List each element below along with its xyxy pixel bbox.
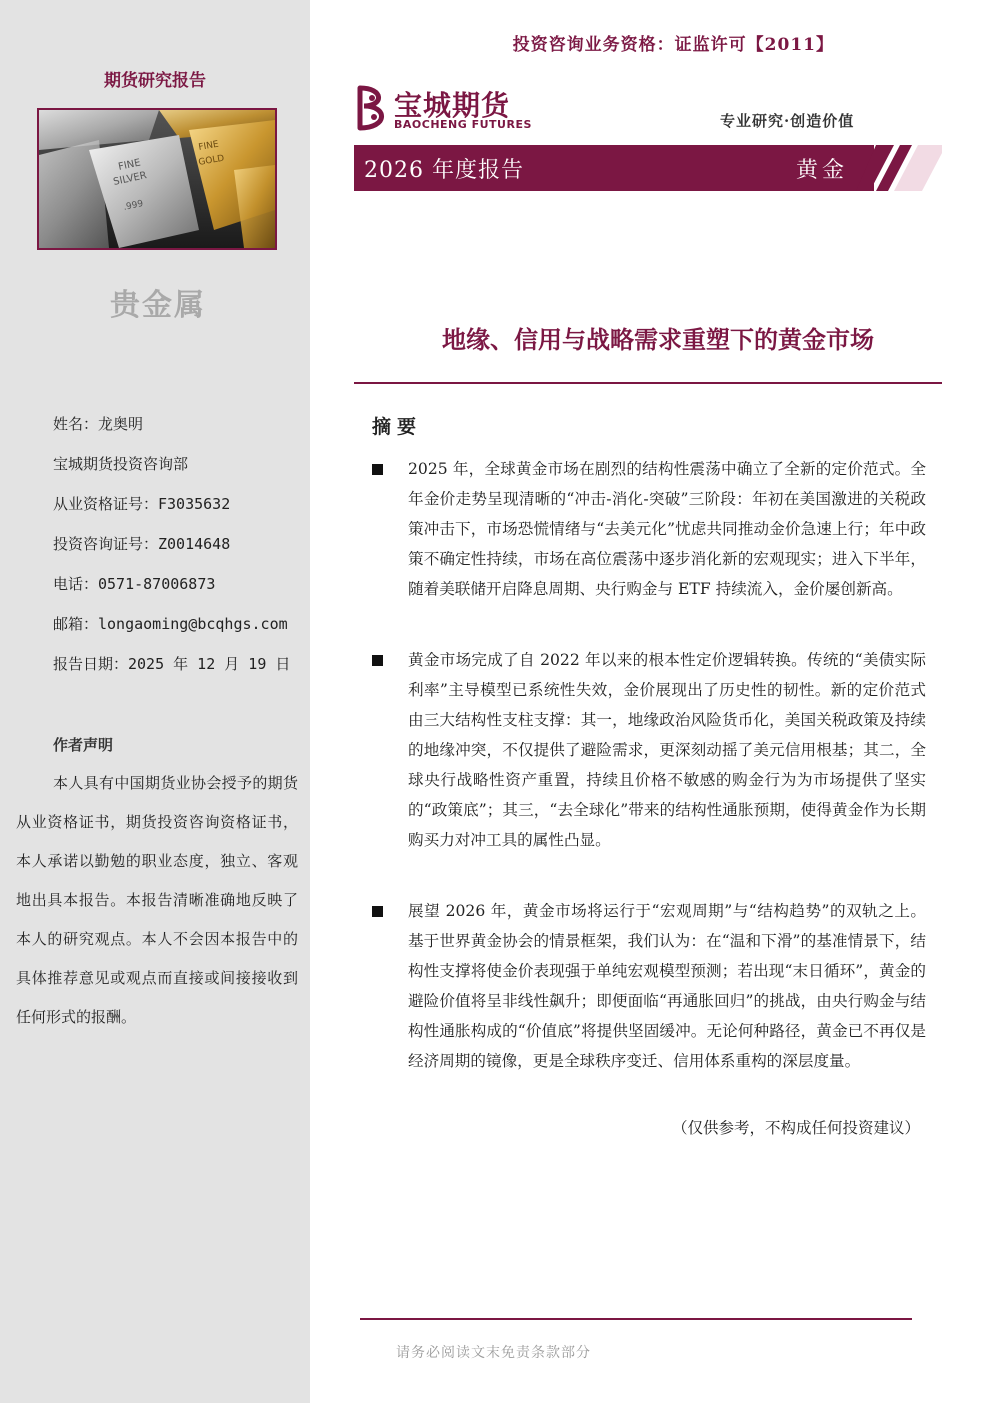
sidebar: [0, 0, 310, 1403]
abstract-paragraph: 展望 2026 年，黄金市场将运行于“宏观周期”与“结构趋势”的双轨之上。基于世界黄金协会的情景框架，我们认为：在“温和下滑”的基准情景下，结构性支撑将使金价表现强于单纯宏观模型预测；若出现“末日循环”，黄金的避险价值将呈非线性飙升；即便面临“再通胀回归”的挑战，由央行购金与结构性通胀构成的“价值底”将提供坚固缓冲。无论何种路径，黄金已不再仅是经济周期的镜像，更是全球秩序变迁、信用体系重构的深层度量。: [408, 902, 926, 1070]
analyst-department: 宝城期货投资咨询部: [53, 455, 189, 473]
license-text: 投资咨询业务资格：证监许可【2011】: [512, 35, 834, 55]
svg-text:GOLD: GOLD: [197, 153, 226, 168]
qualification-number: 从业资格证号：F3035632: [53, 495, 231, 513]
svg-text:FINE: FINE: [117, 157, 142, 173]
analyst-info: [53, 412, 290, 692]
report-title: 地缘、信用与战略需求重塑下的黄金市场: [442, 326, 874, 354]
slogan: 专业研究·创造价值: [720, 112, 855, 130]
logo-english-name: BAOCHENG FUTURES: [394, 118, 532, 131]
abstract-heading: 摘要: [372, 416, 423, 438]
svg-text:.999: .999: [122, 198, 145, 213]
svg-text:SILVER: SILVER: [112, 170, 148, 188]
report-type-label: 期货研究报告: [104, 71, 206, 91]
bullet-icon: [372, 464, 383, 475]
title-divider: [354, 382, 942, 384]
svg-text:FINE: FINE: [197, 139, 220, 153]
abstract-paragraph: 黄金市场完成了自 2022 年以来的根本性定价逻辑转换。传统的“美债实际利率”主导模型已系统性失效，金价展现出了历史性的韧性。新的定价范式由三大结构性支柱支撑：其一，地缘政治风险货币化，美国关税政策及持续的地缘冲突，不仅提供了避险需求，更深刻动摇了美元信用根基；其二，全球央行战略性资产重置，持续且价格不敏感的购金行为为市场提供了坚实的“政策底”；其三，“去全球化”带来的结构性通胀预期，使得黄金作为长期购买力对冲工具的属性凸显。: [408, 651, 926, 849]
email[interactable]: 邮箱：longaoming@bcqhgs.com: [53, 615, 288, 633]
company-logo: [354, 84, 554, 136]
report-banner: [354, 145, 874, 191]
declaration-body: 本人具有中国期货业协会授予的期货从业资格证书，期货投资咨询资格证书，本人承诺以勤勉的职业态度，独立、客观地出具本报告。本报告清晰准确地反映了本人的研究观点。本人不会因本报告中的具体推荐意见或观点而直接或间接接收到任何形式的报酬。: [16, 774, 298, 1026]
footer-note: 请务必阅读文末免责条款部分: [396, 1345, 591, 1361]
gold-silver-bars-image: [37, 108, 277, 250]
logo-b-icon: [354, 84, 390, 132]
annual-report-label: 2026 年度报告: [364, 158, 524, 183]
abstract-paragraph: 2025 年，全球黄金市场在剧烈的结构性震荡中确立了全新的定价范式。全年金价走势呈现清晰的“冲击-消化-突破”三阶段：年初在美国激进的关税政策冲击下，市场恐慌情绪与“去美元化”忧虑共同推动金价急速上行；年中政策不确定性持续，市场在高位震荡中逐步消化新的宏观现实；进入下半年，随着美联储开启降息周期、央行购金与 ETF 持续流入，金价屡创新高。: [408, 460, 926, 598]
category-label: 贵金属: [110, 288, 206, 323]
bullet-icon: [372, 655, 383, 666]
logo-chinese-name: 宝城期货: [394, 89, 511, 122]
footer-divider: [360, 1318, 912, 1320]
banner-stripes-decoration: [856, 145, 942, 191]
bullet-icon: [372, 906, 383, 917]
analyst-name: 姓名：龙奥明: [53, 415, 144, 433]
report-date: 报告日期：2025 年 12 月 19 日: [53, 655, 291, 673]
declaration-title: 作者声明: [53, 736, 114, 754]
consulting-license-number: 投资咨询证号：Z0014648: [53, 535, 231, 553]
phone: 电话：0571-87006873: [53, 575, 216, 593]
commodity-label: 黄金: [795, 158, 848, 183]
investment-disclaimer: （仅供参考，不构成任何投资建议）: [671, 1119, 920, 1137]
